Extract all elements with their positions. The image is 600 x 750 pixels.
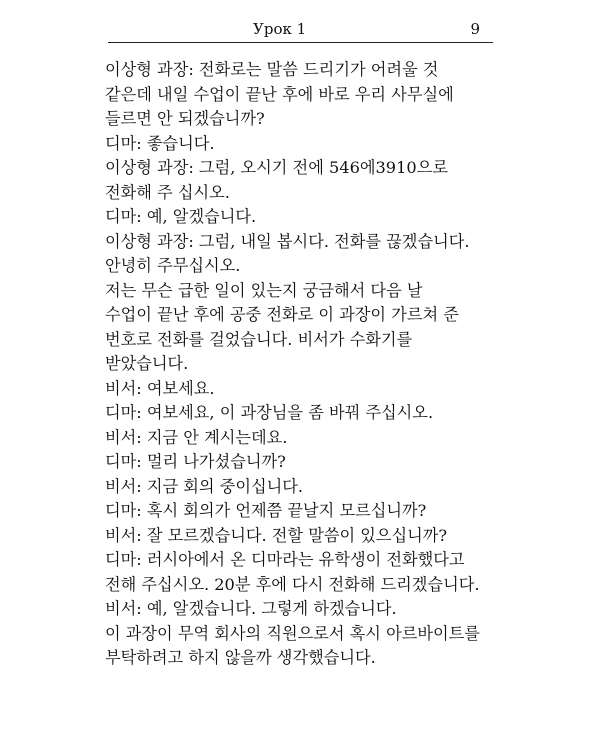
text-line: 수업이 끝난 후에 공중 전화로 이 과장이 가르쳐 준 <box>105 305 459 324</box>
text-line: 디마: 좋습니다. <box>105 133 215 153</box>
text-line: 이 과장이 무역 회사의 직원으로서 혹시 아르바이트를 <box>105 623 480 643</box>
text-line: 디마: 러시아에서 온 디마라는 유학생이 전화했다고 <box>105 550 465 569</box>
page-number: 9 <box>470 20 480 38</box>
running-header <box>110 18 490 42</box>
text-line: 비서: 여보세요. <box>105 378 215 398</box>
header-rule <box>108 42 493 43</box>
text-line: 이상형 과장: 그럼, 오시기 전에 546에3910으로 <box>105 158 448 177</box>
text-line: 받았습니다. <box>105 354 189 373</box>
text-line: 전화해 주 십시오. <box>105 182 230 202</box>
text-line: 비서: 지금 회의 중이십니다. <box>105 476 304 496</box>
text-line: 이상형 과장: 그럼, 내일 봅시다. 전화를 끊겠습니다. <box>105 231 470 251</box>
text-line: 번호로 전화를 걸었습니다. 비서가 수화기를 <box>105 329 413 349</box>
text-line: 같은데 내일 수업이 끝난 후에 바로 우리 사무실에 <box>105 84 454 104</box>
text-line: 저는 무슨 급한 일이 있는지 궁금해서 다음 날 <box>105 280 423 300</box>
text-line: 디마: 예, 알겠습니다. <box>105 207 257 226</box>
text-line: 디마: 멀리 나가셨습니까? <box>105 452 286 471</box>
text-line: 비서: 예, 알겠습니다. 그렇게 하겠습니다. <box>105 599 397 618</box>
text-line: 안녕히 주무십시오. <box>105 256 241 275</box>
text-line: 비서: 지금 안 계시는데요. <box>105 427 288 447</box>
text-line: 들르면 안 되겠습니까? <box>105 109 265 128</box>
text-line: 디마: 여보세요, 이 과장님을 좀 바꿔 주십시오. <box>105 403 434 422</box>
text-line: 부탁하려고 하지 않을까 생각했습니다. <box>105 648 376 667</box>
text-line: 전해 주십시오. 20분 후에 다시 전화해 드리겠습니다. <box>105 574 480 594</box>
dialogue-text <box>105 58 497 671</box>
text-line: 이상형 과장: 전화로는 말씀 드리기가 어려울 것 <box>105 60 439 79</box>
lesson-title: Урок 1 <box>253 20 307 38</box>
text-line: 디마: 혹시 회의가 언제쯤 끝날지 모르십니까? <box>105 501 427 520</box>
text-line: 비서: 잘 모르겠습니다. 전할 말씀이 있으십니까? <box>105 525 448 545</box>
